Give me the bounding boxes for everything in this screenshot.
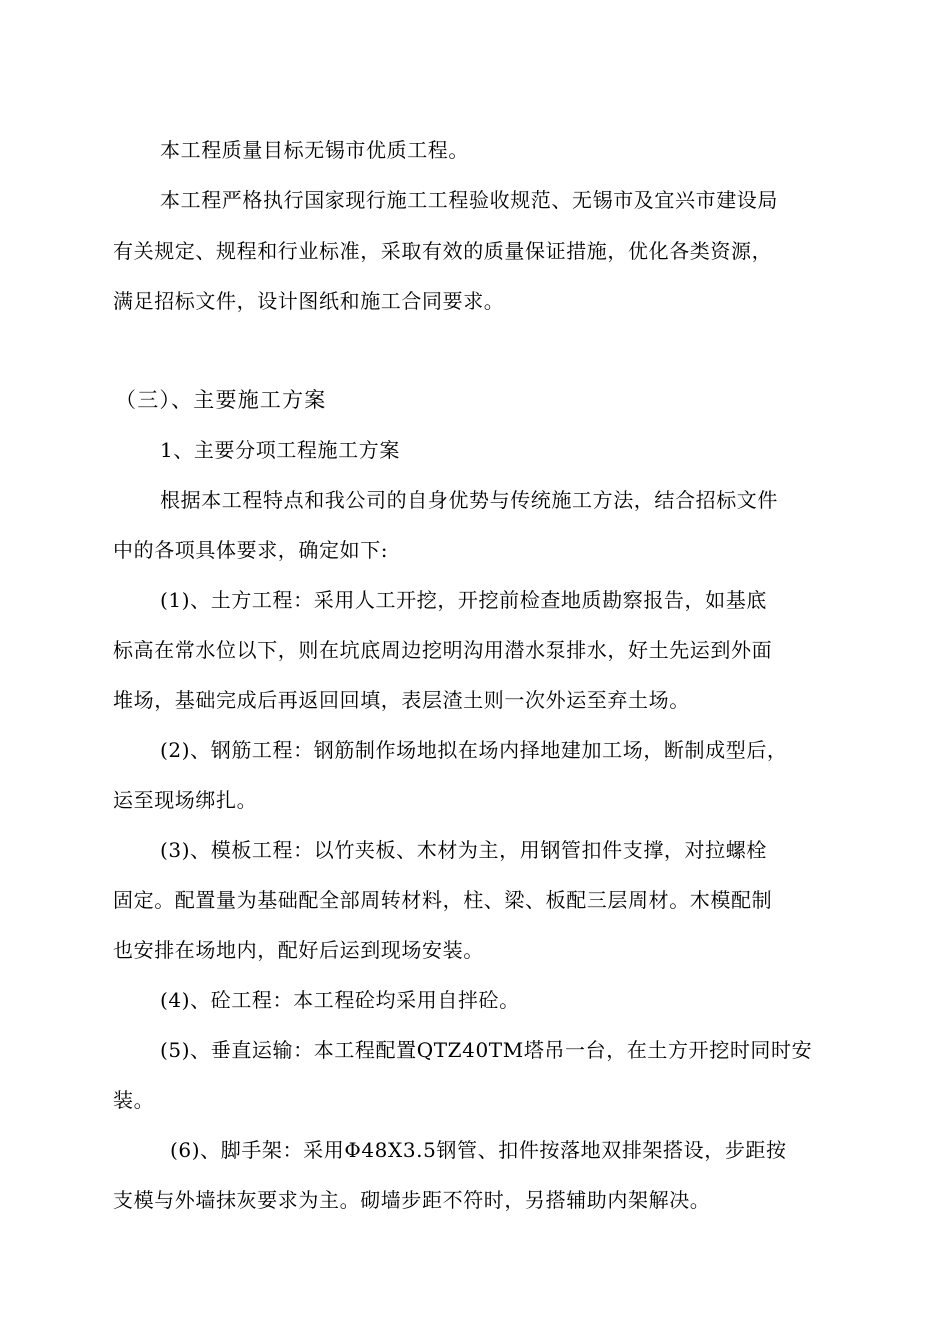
item5-line-1: (5)、垂直运输：本工程配置QTZ40TM塔吊一台，在土方开挖时同时安 (160, 1038, 813, 1062)
item2-line-2: 运至现场绑扎。 (113, 788, 258, 812)
item6-line-2: 支模与外墙抹灰要求为主。砌墙步距不符时，另搭辅助内架解决。 (113, 1188, 711, 1212)
item1-line-2: 标高在常水位以下，则在坑底周边挖明沟用潜水泵排水，好土先运到外面 (113, 638, 773, 662)
item4-line-1: (4)、砼工程：本工程砼均采用自拌砼。 (160, 988, 520, 1012)
section-heading: （三）、主要施工方案 (115, 388, 327, 412)
intro-line-1: 根据本工程特点和我公司的自身优势与传统施工方法，结合招标文件 (160, 488, 778, 512)
item3-line-1: (3)、模板工程：以竹夹板、木材为主，用钢管扣件支撑，对拉螺栓 (160, 838, 767, 862)
subheading: 1、主要分项工程施工方案 (160, 438, 400, 462)
standards-paragraph-line-1: 本工程严格执行国家现行施工工程验收规范、无锡市及宜兴市建设局 (160, 188, 778, 212)
item1-line-1: (1)、土方工程：采用人工开挖，开挖前检查地质勘察报告，如基底 (160, 588, 767, 612)
quality-target-paragraph: 本工程质量目标无锡市优质工程。 (160, 138, 469, 162)
item6-line-1: (6)、脚手架：采用Φ48X3.5钢管、扣件按落地双排架搭设，步距按 (170, 1138, 787, 1162)
standards-paragraph-line-3: 满足招标文件，设计图纸和施工合同要求。 (113, 289, 505, 313)
intro-line-2: 中的各项具体要求，确定如下: (113, 538, 389, 562)
item3-line-3: 也安排在场地内，配好后运到现场安装。 (113, 938, 484, 962)
item5-line-2: 装。 (113, 1088, 155, 1112)
item2-line-1: (2)、钢筋工程：钢筋制作场地拟在场内择地建加工场，断制成型后， (160, 738, 788, 762)
item3-line-2: 固定。配置量为基础配全部周转材料，柱、梁、板配三层周材。木模配制 (113, 888, 773, 912)
item1-line-3: 堆场，基础完成后再返回回填，表层渣土则一次外运至弃土场。 (113, 688, 690, 712)
standards-paragraph-line-2: 有关规定、规程和行业标准，采取有效的质量保证措施，优化各类资源， (113, 239, 773, 263)
